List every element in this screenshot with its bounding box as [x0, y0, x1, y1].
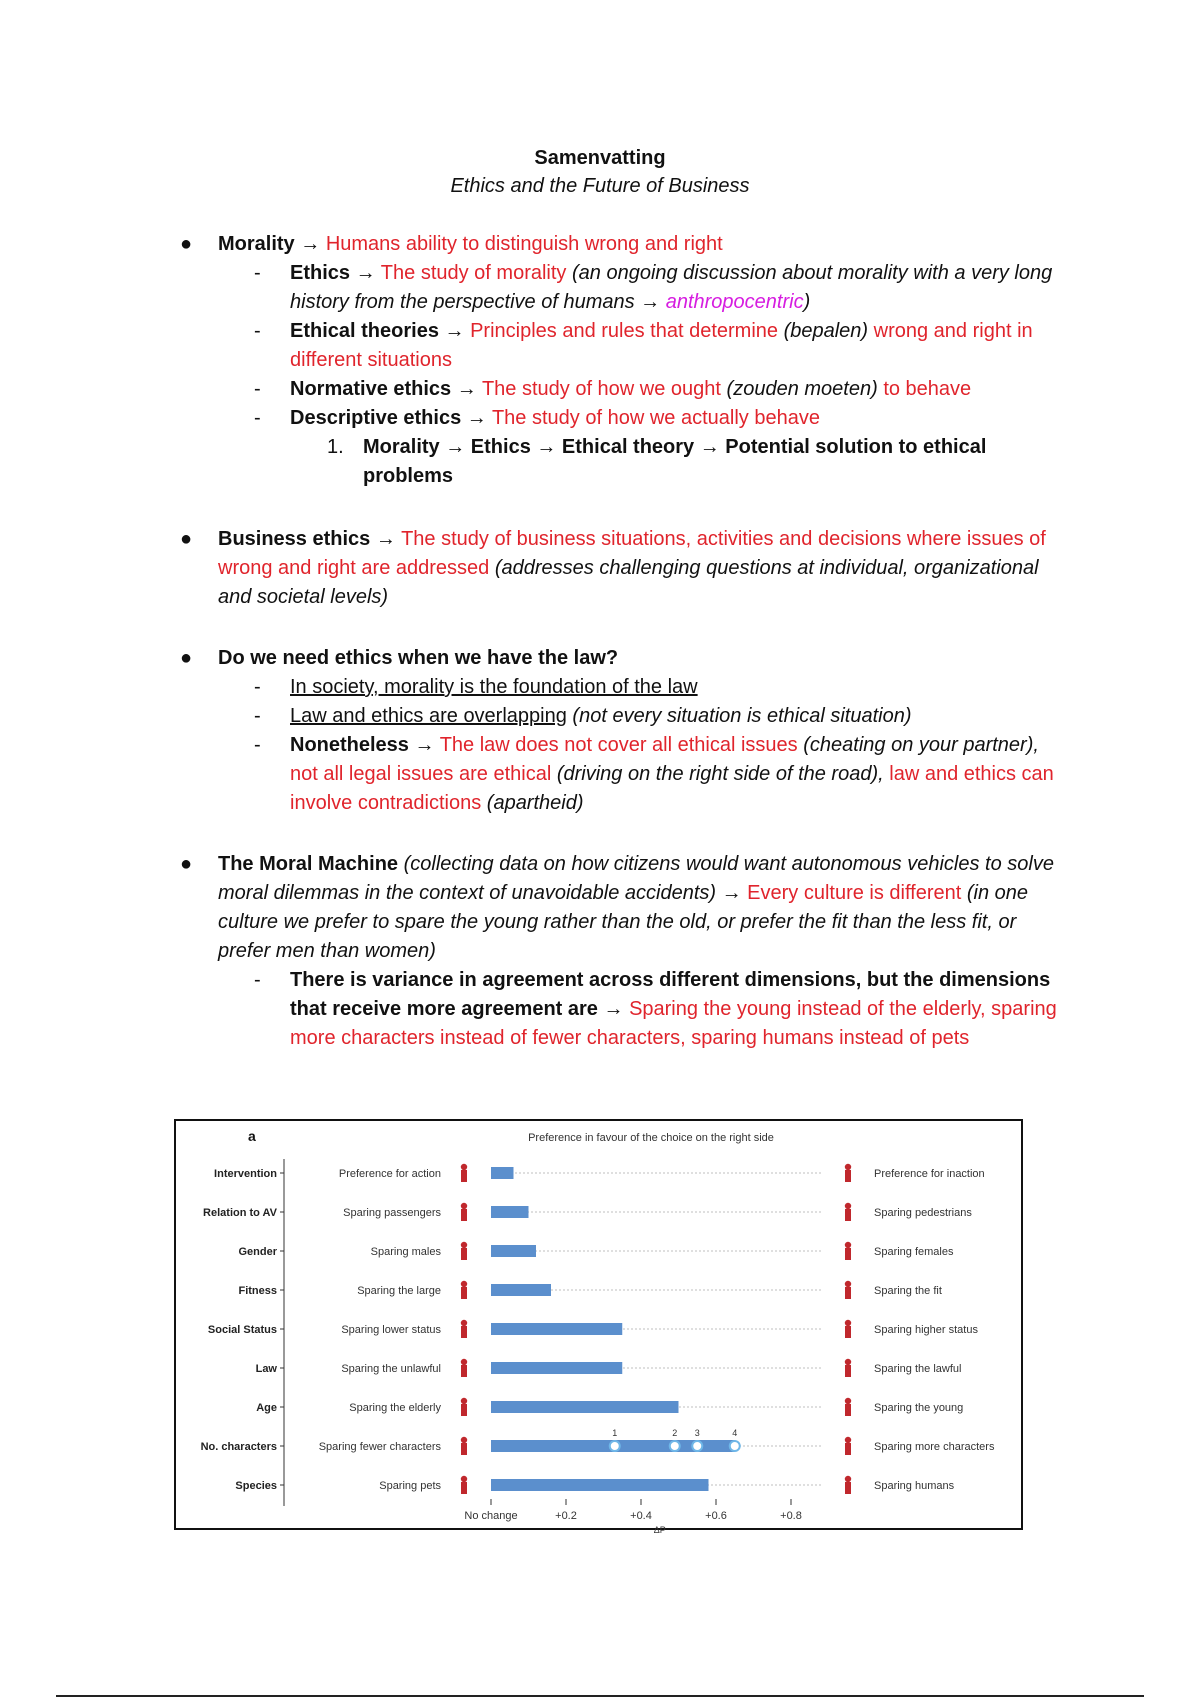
arrow: → [300, 233, 321, 255]
number: 1. [327, 436, 344, 458]
right-character-body [845, 1287, 851, 1299]
page-bottom-rule [56, 1695, 1144, 1697]
bar [491, 1167, 514, 1179]
left-character-body [461, 1365, 467, 1377]
point-b: not all legal issues are ethical [290, 763, 552, 785]
left-choice-label: Sparing the unlawful [341, 1363, 441, 1375]
bullet-icon: ● [180, 853, 193, 875]
right-character-icon [845, 1203, 851, 1209]
arrow: → [375, 528, 396, 550]
category-label: Intervention [214, 1168, 277, 1180]
term: Ethics [290, 262, 351, 284]
statement: Law and ethics are overlapping [290, 705, 567, 727]
left-character-icon [461, 1398, 467, 1404]
term: Ethical theories [290, 320, 439, 342]
bar [491, 1362, 622, 1374]
right-character-body [845, 1404, 851, 1416]
sub-item-ethics [0, 259, 1200, 317]
note: (bepalen) [783, 320, 869, 342]
dash: - [254, 262, 261, 284]
note: (not every situation is ethical situation) [572, 705, 912, 727]
definition: The study of how we ought [481, 378, 721, 400]
dash: - [254, 676, 261, 698]
right-character-body [845, 1209, 851, 1221]
left-character-icon [461, 1359, 467, 1365]
left-character-body [461, 1170, 467, 1182]
right-character-icon [845, 1359, 851, 1365]
x-tick-label: +0.8 [780, 1510, 802, 1522]
definition: Principles and rules that determine [470, 320, 779, 342]
left-choice-label: Sparing lower status [341, 1324, 441, 1336]
doc-subtitle: Ethics and the Future of Business [450, 175, 750, 197]
right-choice-label: Preference for inaction [874, 1168, 985, 1180]
right-character-icon [845, 1398, 851, 1404]
character-count-label: 1 [612, 1428, 618, 1438]
right-character-icon [845, 1437, 851, 1443]
x-axis-label: ΔP [653, 1525, 666, 1535]
point-1: Sparing the young instead of the elderly, [629, 998, 986, 1020]
definition: The study of business situations, activities and decisions where issues of wrong and right are addressed [218, 528, 1046, 579]
note: (collecting data on how citizens would want autonomous vehicles to solve moral dilemmas in the context of unavoidable accidents) → [218, 853, 1054, 904]
arrow: → [444, 320, 465, 342]
highlight: Every culture is different [747, 882, 962, 904]
left-choice-label: Sparing males [370, 1246, 441, 1258]
bullet-item [0, 850, 1200, 966]
term: Business ethics [218, 528, 371, 550]
numbered-text: Morality → Ethics → Ethical theory → Potential solution to ethical problems [363, 436, 987, 487]
section-moral-machine [0, 850, 1200, 1053]
note-c: (apartheid) [486, 792, 584, 814]
statement: In society, morality is the foundation of the law [290, 676, 698, 698]
dash: - [254, 734, 261, 756]
left-character-icon [461, 1476, 467, 1482]
left-character-icon [461, 1281, 467, 1287]
arrow: → [456, 378, 477, 400]
left-character-body [461, 1482, 467, 1494]
right-character-icon [845, 1164, 851, 1170]
character-count-point [730, 1441, 740, 1451]
note: (zouden moeten) [726, 378, 878, 400]
point-c: law and ethics can involve contradictions [290, 763, 1054, 814]
dash: - [254, 407, 261, 429]
bar [491, 1206, 529, 1218]
chart-canvas [176, 1121, 1021, 1535]
character-count-label: 2 [672, 1428, 678, 1438]
category-label: Age [256, 1402, 277, 1414]
character-count-label: 4 [732, 1428, 738, 1438]
numbered-item [0, 433, 1200, 491]
bar [491, 1323, 622, 1335]
right-character-icon [845, 1320, 851, 1326]
bullet-icon: ● [180, 528, 193, 550]
left-character-body [461, 1326, 467, 1338]
left-choice-label: Sparing the large [357, 1285, 441, 1297]
point-a: The law does not cover all ethical issues [439, 734, 798, 756]
category-label: No. characters [200, 1441, 277, 1453]
point-3: sparing humans instead of pets [691, 1027, 970, 1049]
left-choice-label: Preference for action [338, 1168, 441, 1180]
left-character-icon [461, 1203, 467, 1209]
bullet-icon: ● [180, 233, 193, 255]
term: The Moral Machine [218, 853, 399, 875]
statement: There is variance in agreement across different dimensions, but the dimensions that receive more agreement are → [290, 969, 1051, 1020]
left-character-icon [461, 1164, 467, 1170]
term: Normative ethics [290, 378, 452, 400]
moral-machine-chart [174, 1119, 1023, 1535]
bar [491, 1479, 709, 1491]
character-count-point [692, 1441, 702, 1451]
term: Morality [218, 233, 295, 255]
sub-item-overlapping [0, 702, 1200, 731]
category-label: Law [255, 1363, 277, 1375]
note-b: (driving on the right side of the road), [556, 763, 884, 785]
panel-label: a [248, 1128, 256, 1144]
right-character-body [845, 1248, 851, 1260]
right-character-icon [845, 1281, 851, 1287]
right-choice-label: Sparing females [874, 1246, 954, 1258]
x-tick-label: +0.2 [555, 1510, 577, 1522]
bullet-item [0, 525, 1200, 612]
right-choice-label: Sparing higher status [874, 1324, 978, 1336]
x-tick-label: +0.6 [705, 1510, 727, 1522]
bar [491, 1245, 536, 1257]
right-character-body [845, 1365, 851, 1377]
right-choice-label: Sparing more characters [874, 1441, 995, 1453]
left-character-body [461, 1287, 467, 1299]
note: (an ongoing discussion about morality with a very long history from the perspective of humans → [290, 262, 1053, 313]
category-label: Species [235, 1480, 277, 1492]
term: Nonetheless [290, 734, 409, 756]
x-tick-label: No change [464, 1510, 518, 1522]
chart-title: Preference in favour of the choice on the right side [528, 1132, 774, 1144]
character-count-point [610, 1441, 620, 1451]
note2: (in one culture we prefer to spare the young rather than the old, or prefer the fit than the less fit, or prefer men than women) [218, 882, 1029, 962]
definition: The study of morality [380, 262, 567, 284]
character-count-label: 3 [694, 1428, 700, 1438]
right-character-body [845, 1326, 851, 1338]
sub-item-descriptive [0, 404, 1200, 433]
sub-item-nonetheless [0, 731, 1200, 818]
sub-item-normative [0, 375, 1200, 404]
bullet-item [0, 230, 1200, 259]
bar [491, 1401, 679, 1413]
x-tick-label: +0.4 [630, 1510, 652, 1522]
section-business-ethics [0, 525, 1200, 612]
left-character-body [461, 1443, 467, 1455]
left-character-icon [461, 1320, 467, 1326]
left-character-icon [461, 1437, 467, 1443]
category-label: Social Status [207, 1324, 277, 1336]
dash: - [254, 705, 261, 727]
bullet-icon: ● [180, 647, 193, 669]
left-choice-label: Sparing fewer characters [318, 1441, 441, 1453]
arrow: → [355, 262, 376, 284]
sub-item-foundation [0, 673, 1200, 702]
right-character-icon [845, 1476, 851, 1482]
note-close: ) [803, 291, 811, 313]
right-choice-label: Sparing the young [874, 1402, 964, 1414]
bar [491, 1284, 551, 1296]
left-choice-label: Sparing the elderly [349, 1402, 441, 1414]
bullet-item [0, 644, 1200, 673]
left-choice-label: Sparing passengers [343, 1207, 441, 1219]
right-choice-label: Sparing pedestrians [874, 1207, 972, 1219]
right-choice-label: Sparing the fit [874, 1285, 942, 1297]
category-label: Relation to AV [203, 1207, 277, 1219]
category-label: Fitness [238, 1285, 277, 1297]
category-label: Gender [238, 1246, 277, 1258]
definition: The study of how we actually behave [491, 407, 820, 429]
right-character-body [845, 1443, 851, 1455]
title-block [0, 146, 1200, 200]
point-2: sparing more characters instead of fewer characters, [290, 998, 1057, 1049]
sub-item-variance [0, 966, 1200, 1053]
left-character-body [461, 1404, 467, 1416]
dash: - [254, 320, 261, 342]
right-choice-label: Sparing the lawful [874, 1363, 962, 1375]
highlight: anthropocentric [665, 291, 804, 313]
definition-cont: wrong and right in different situations [290, 320, 1033, 371]
left-character-icon [461, 1242, 467, 1248]
definition: Humans ability to distinguish wrong and right [325, 233, 723, 255]
arrow: → [466, 407, 487, 429]
term: Descriptive ethics [290, 407, 462, 429]
character-count-point [670, 1441, 680, 1451]
note-a: (cheating on your partner), [803, 734, 1039, 756]
left-character-body [461, 1209, 467, 1221]
definition-cont: to behave [883, 378, 972, 400]
dash: - [254, 969, 261, 991]
section-law [0, 644, 1200, 818]
arrow: → [414, 734, 435, 756]
left-character-body [461, 1248, 467, 1260]
dash: - [254, 378, 261, 400]
right-character-body [845, 1482, 851, 1494]
right-character-body [845, 1170, 851, 1182]
right-character-icon [845, 1242, 851, 1248]
right-choice-label: Sparing humans [874, 1480, 955, 1492]
section-morality [0, 230, 1200, 491]
left-choice-label: Sparing pets [379, 1480, 441, 1492]
sub-item-ethical-theories [0, 317, 1200, 375]
doc-title: Samenvatting [534, 147, 666, 169]
question: Do we need ethics when we have the law? [218, 647, 619, 669]
note: (addresses challenging questions at individual, organizational and societal levels) [218, 557, 1039, 608]
